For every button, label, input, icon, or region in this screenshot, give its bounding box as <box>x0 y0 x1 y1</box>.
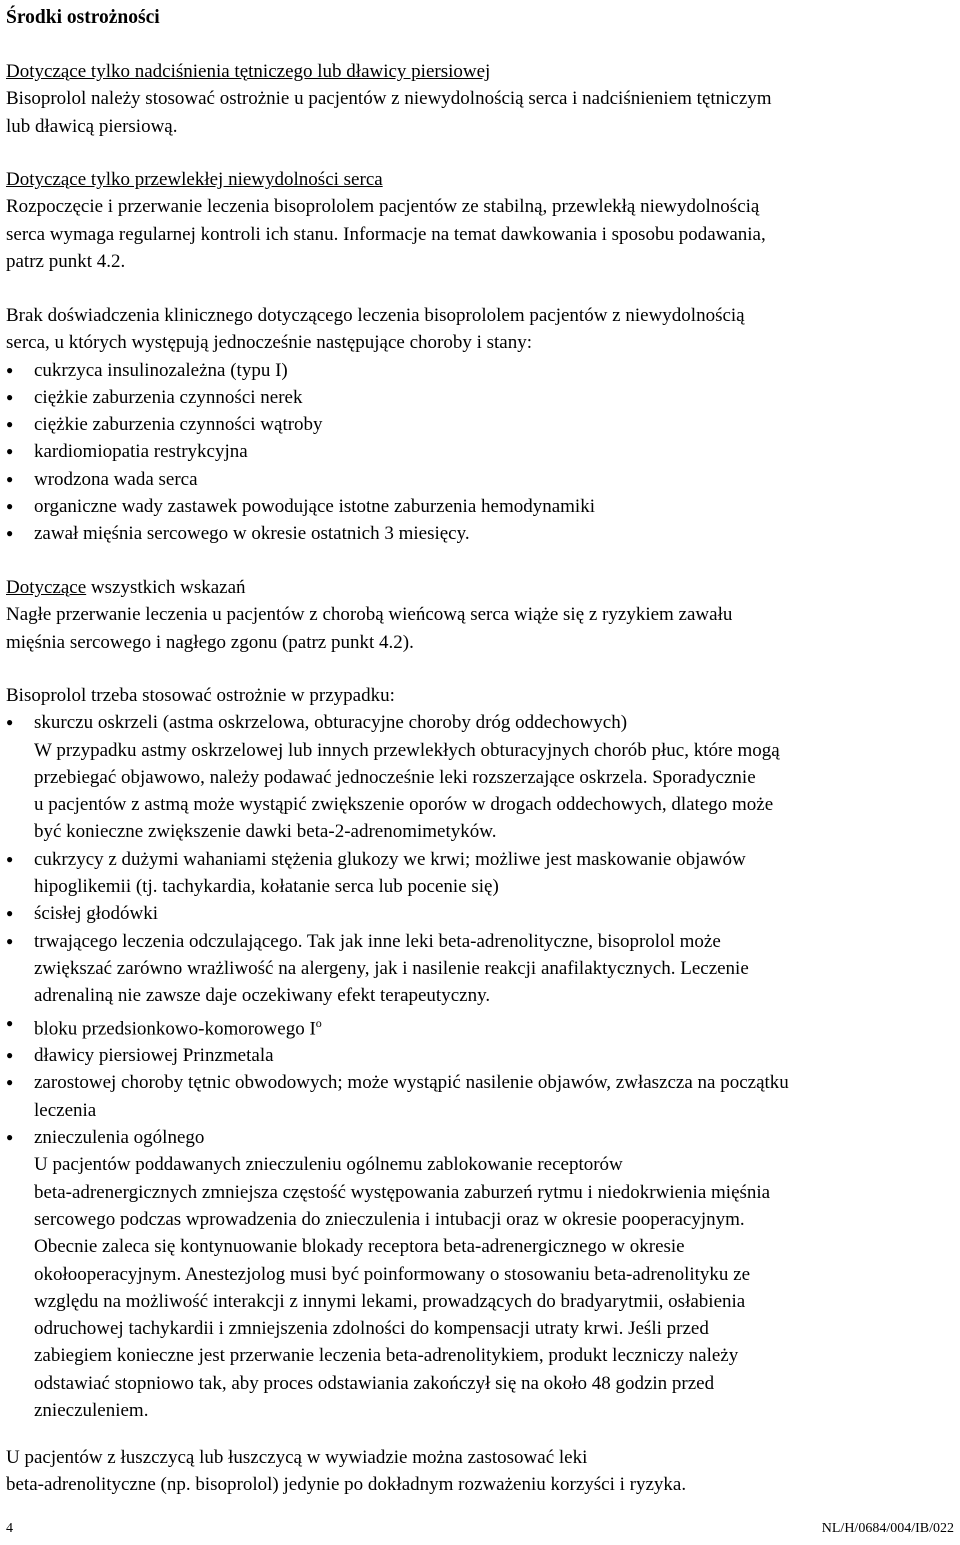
bullet-icon: ● <box>6 417 14 432</box>
paragraph-line: lub dławicą piersiową. <box>6 115 178 137</box>
bullet-icon: ● <box>6 1015 14 1030</box>
paragraph-line: Rozpoczęcie i przerwanie leczenia bisoprololem pacjentów ze stabilną, przewlekłą niewydolnością <box>6 196 760 218</box>
paragraph-line: serca wymaga regularnej kontroli ich stanu. Informacje na temat dawkowania i sposobu podawania, <box>6 223 766 245</box>
subheading-all-indications: Dotyczące wszystkich wskazań <box>6 577 246 598</box>
bullet-icon: ● <box>6 471 14 486</box>
bullet-icon: ● <box>6 906 14 921</box>
bullet-icon: ● <box>6 1075 14 1090</box>
bullet-icon: ● <box>6 715 14 730</box>
section-caution-cases <box>6 682 956 1424</box>
section-all-indications <box>6 574 732 656</box>
paragraph-line: patrz punkt 4.2. <box>6 250 126 272</box>
bullet-icon: ● <box>6 933 14 948</box>
bullet-icon: ● <box>6 362 14 377</box>
list-item: ● ciężkie zaburzenia czynności nerek <box>6 384 956 411</box>
list-item-diabetes: ● cukrzycy z dużymi wahaniami stężenia glukozy we krwi; możliwe jest maskowanie objawów hipoglikemii (tj. tachykardia, kołatanie serca lub pocenie się) <box>6 846 956 901</box>
section-hypertension <box>6 58 772 140</box>
list-item: ● kardiomiopatia restrykcyjna <box>6 438 956 465</box>
document-page <box>6 0 956 1496</box>
list-item: ● zawał mięśnia sercowego w okresie ostatnich 3 miesięcy. <box>6 520 956 547</box>
list-item: ● ciężkie zaburzenia czynności wątroby <box>6 411 956 438</box>
list-item-anesthesia: ● znieczulenia ogólnego U pacjentów poddawanych znieczuleniu ogólnemu zablokowanie receptorów beta-adrenergicznych zmniejsza częstość występowania zaburzeń rytmu i niedokrwienia mięśnia sercowego podczas wprowadzenia do znieczulenia i intubacji oraz w okresie pooperacyjnym. Obecnie zaleca się kontynuowanie blokady receptora beta-adrenergicznego w okresie okołooperacyjnym. Anestezjolog musi być poinformowany o stosowaniu beta-adrenolityku ze względu na możliwość interakcji z innymi lekami, prowadzących do bradyarytmii, osłabienia odruchowej tachykardii i zmniejszenia zdolności do kompensacji utraty krwi. Jeśli przed zabiegiem konieczne jest przerwanie leczenia beta-adrenolitykiem, produkt leczniczy należy odstawiać stopniowo tak, aby proces odstawiania zakończył się na około 48 godzin przed znieczuleniem. <box>6 1124 956 1424</box>
paragraph-line: U pacjentów z łuszczycą lub łuszczycą w wywiadzie można zastosować leki <box>6 1447 588 1468</box>
list-item-desensitization: ● trwającego leczenia odczulającego. Tak jak inne leki beta-adrenolityczne, bisoprolol może zwiększać zarówno wrażliwość na alergeny, jak i nasilenie reakcji anafilaktycznych. Leczenie adrenaliną nie zawsze daje oczekiwany efekt terapeutyczny. <box>6 928 956 1010</box>
bullet-icon: ● <box>6 1048 14 1063</box>
subheading-heart-failure: Dotyczące tylko przewlekłej niewydolności serca <box>6 169 383 190</box>
list-item-fasting: ● ścisłej głodówki <box>6 900 956 927</box>
list-item-peripheral: ● zarostowej choroby tętnic obwodowych; może wystąpić nasilenie objawów, zwłaszcza na początku leczenia <box>6 1069 956 1124</box>
subheading-hypertension: Dotyczące tylko nadciśnienia tętniczego lub dławicy piersiowej <box>6 61 491 82</box>
section-heart-failure <box>6 166 766 275</box>
paragraph-line: Nagłe przerwanie leczenia u pacjentów z chorobą wieńcową serca wiąże się z ryzykiem zawału <box>6 604 733 626</box>
bullet-icon: ● <box>6 499 14 514</box>
paragraph-line: Brak doświadczenia klinicznego dotyczącego leczenia bisoprololem pacjentów z niewydolnością <box>6 305 745 326</box>
section-title: Środki ostrożności <box>6 7 160 28</box>
bullet-icon: ● <box>6 1130 14 1145</box>
paragraph-line: Bisoprolol należy stosować ostrożnie u pacjentów z niewydolnością serca i nadciśnieniem tętniczym <box>6 88 772 110</box>
bullet-icon: ● <box>6 444 14 459</box>
list-item: ● organiczne wady zastawek powodujące istotne zaburzenia hemodynamiki <box>6 493 956 520</box>
list-item: ● wrodzona wada serca <box>6 466 956 493</box>
section-no-experience <box>6 302 956 548</box>
bullet-icon: ● <box>6 389 14 404</box>
list-item-av-block: ● bloku przedsionkowo-komorowego $I^o$ <box>6 1010 956 1043</box>
list-item-bronchospasm: ● skurczu oskrzeli (astma oskrzelowa, obturacyjne choroby dróg oddechowych) W przypadku astmy oskrzelowej lub innych przewlekłych obturacyjnych chorób płuc, które mogą przebiegać objawowo, należy podawać jednocześnie leki rozszerzające oskrzela. Sporadycznie u pacjentów z astmą może wystąpić zwiększenie oporów w drogach oddechowych, dlatego może być konieczne zwiększenie dawki beta-2-adrenomimetyków. <box>6 709 956 845</box>
section-psoriasis <box>6 1444 686 1499</box>
list-item-prinzmetal: ● dławicy piersiowej Prinzmetala <box>6 1042 956 1069</box>
paragraph-line: serca, u których występują jednocześnie następujące choroby i stany: <box>6 332 533 354</box>
list-item: ● cukrzyca insulinozależna (typu I) <box>6 357 956 384</box>
bullet-icon: ● <box>6 526 14 541</box>
caution-list <box>6 709 956 1424</box>
paragraph-line: Bisoprolol trzeba stosować ostrożnie w przypadku: <box>6 685 395 706</box>
document-code: NL/H/0684/004/IB/022 <box>821 1521 954 1536</box>
paragraph-line: mięśnia sercowego i nagłego zgonu (patrz punkt 4.2). <box>6 631 414 653</box>
conditions-list <box>6 357 956 548</box>
bullet-icon: ● <box>6 851 14 866</box>
page-number: 4 <box>6 1521 13 1536</box>
paragraph-line: beta-adrenolityczne (np. bisoprolol) jedynie po dokładnym rozważeniu korzyści i ryzyka. <box>6 1474 687 1496</box>
